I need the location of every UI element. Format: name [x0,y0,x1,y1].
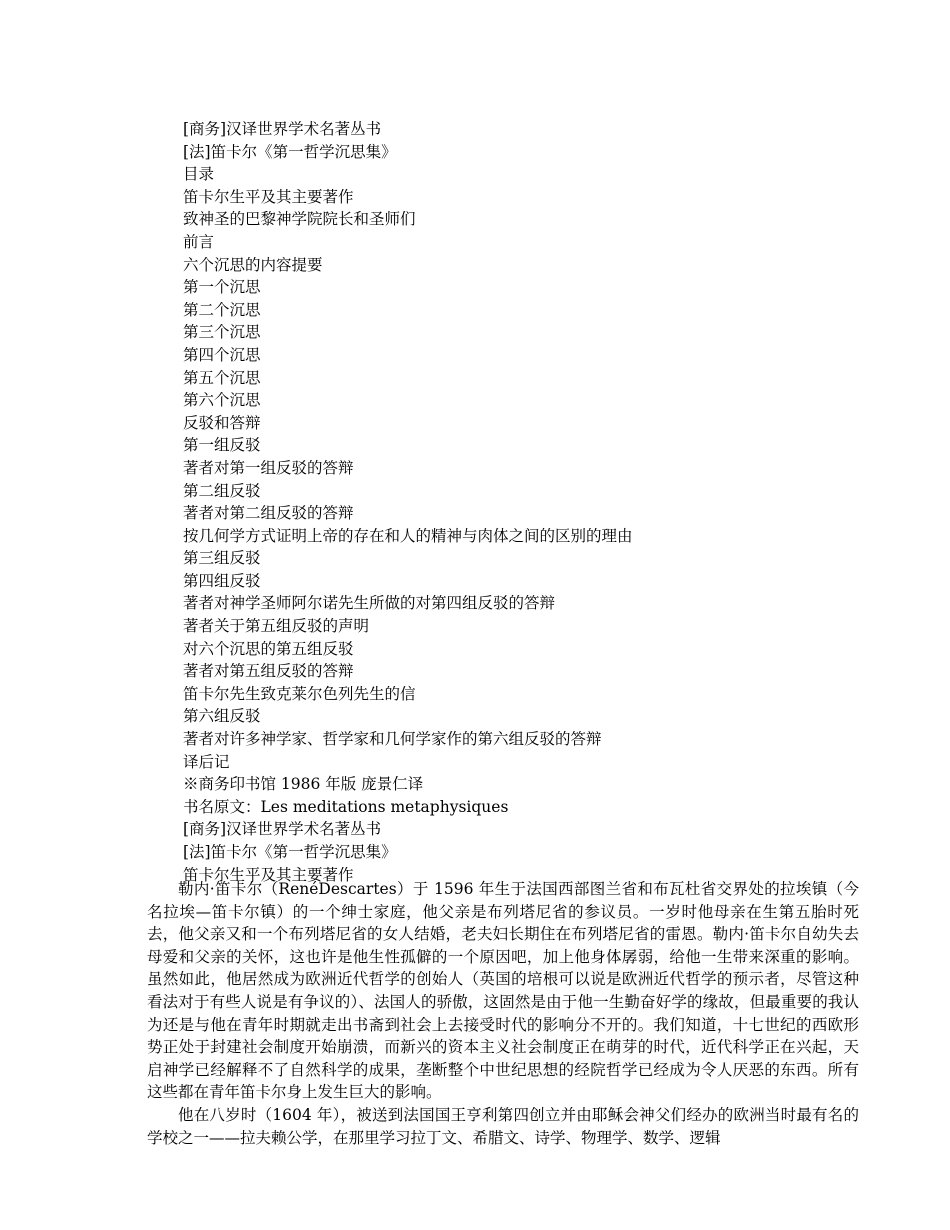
toc-line: 目录 [183,165,215,184]
toc-line: 著者对第一组反驳的答辩 [183,458,354,477]
toc-line: 笛卡尔生平及其主要著作 [183,187,354,206]
toc-line: 书名原文：Les meditations metaphysiques [183,797,509,816]
toc-line: [法]笛卡尔《第一哲学沉思集》 [183,843,397,861]
toc-line: 笛卡尔先生致克莱尔色列先生的信 [183,684,416,703]
toc-line: 著者对许多神学家、哲学家和几何学家作的第六组反驳的答辩 [183,730,602,749]
toc-line: 著者对第五组反驳的答辩 [183,662,354,681]
toc-line: 六个沉思的内容提要 [183,255,323,274]
toc-line: 第六组反驳 [183,707,261,726]
body-text [147,878,859,1149]
table-of-contents [183,118,633,886]
toc-line: 第五个沉思 [183,368,261,387]
toc-line: 对六个沉思的第五组反驳 [183,639,354,658]
toc-line: 著者对第二组反驳的答辩 [183,504,354,523]
toc-line: 笛卡尔生平及其主要著作 [183,865,354,884]
toc-line: 第四个沉思 [183,345,261,364]
toc-line: 第三组反驳 [183,549,261,568]
toc-line: [商务]汉译世界学术名著丛书 [183,120,382,138]
toc-line: 致神圣的巴黎神学院院长和圣师们 [183,210,416,229]
toc-line: 按几何学方式证明上帝的存在和人的精神与肉体之间的区别的理由 [183,526,633,545]
toc-line: 译后记 [183,752,230,771]
toc-line: 第一组反驳 [183,436,261,455]
toc-line: ※商务印书馆 1986 年版 庞景仁译 [183,775,424,794]
paragraph-education: 他在八岁时（1604 年），被送到法国国王亨利第四创立并由耶稣会神父们经办的欧洲当时最有名的学校之一——拉夫赖公学，在那里学习拉丁文、希腊文、诗学、物理学、数学、逻辑 [147,1105,859,1147]
toc-line: 第四组反驳 [183,571,261,590]
toc-line: 前言 [183,232,215,251]
paragraph-biography: 勒内·笛卡尔（RenéDescartes）于 1596 年生于法国西部图兰省和布瓦杜省交界处的拉埃镇（今名拉埃—笛卡尔镇）的一个绅士家庭，他父亲是布列塔尼省的参议员。一岁时他母亲在生第五胎时死去，他父亲又和一个布列塔尼省的女人结婚，老夫妇长期住在布列塔尼省的雷恩。勒内·笛卡尔自幼失去母爱和父亲的关怀，这也许是他生性孤僻的一个原因吧，加上他身体孱弱，给他一生带来深重的影响。虽然如此，他居然成为欧洲近代哲学的创始人（英国的培根可以说是欧洲近代哲学的预示者，尽管这种看法对于有些人说是有争议的）、法国人的骄傲，这固然是由于他一生勤奋好学的缘故，但最重要的我认为还是与他在青年时期就走出书斋到社会上去接受时代的影响分不开的。我们知道，十七世纪的西欧形势正处于封建社会制度开始崩溃，而新兴的资本主义社会制度正在萌芽的时代，近代科学正在兴起，天启神学已经解释不了自然科学的成果，垄断整个中世纪思想的经院哲学已经成为令人厌恶的东西。所有这些都在青年笛卡尔身上发生巨大的影响。 [147,880,859,1102]
toc-line: [法]笛卡尔《第一哲学沉思集》 [183,142,397,161]
toc-line: 著者对神学圣师阿尔诺先生所做的对第四组反驳的答辩 [183,594,556,613]
toc-line: 著者关于第五组反驳的声明 [183,617,370,636]
toc-line: 第一个沉思 [183,278,261,297]
toc-line: 反驳和答辩 [183,413,261,432]
toc-line: 第三个沉思 [183,323,261,342]
toc-line: [商务]汉译世界学术名著丛书 [183,820,382,839]
toc-line: 第六个沉思 [183,391,261,410]
toc-line: 第二组反驳 [183,481,261,500]
toc-line: 第二个沉思 [183,300,261,319]
